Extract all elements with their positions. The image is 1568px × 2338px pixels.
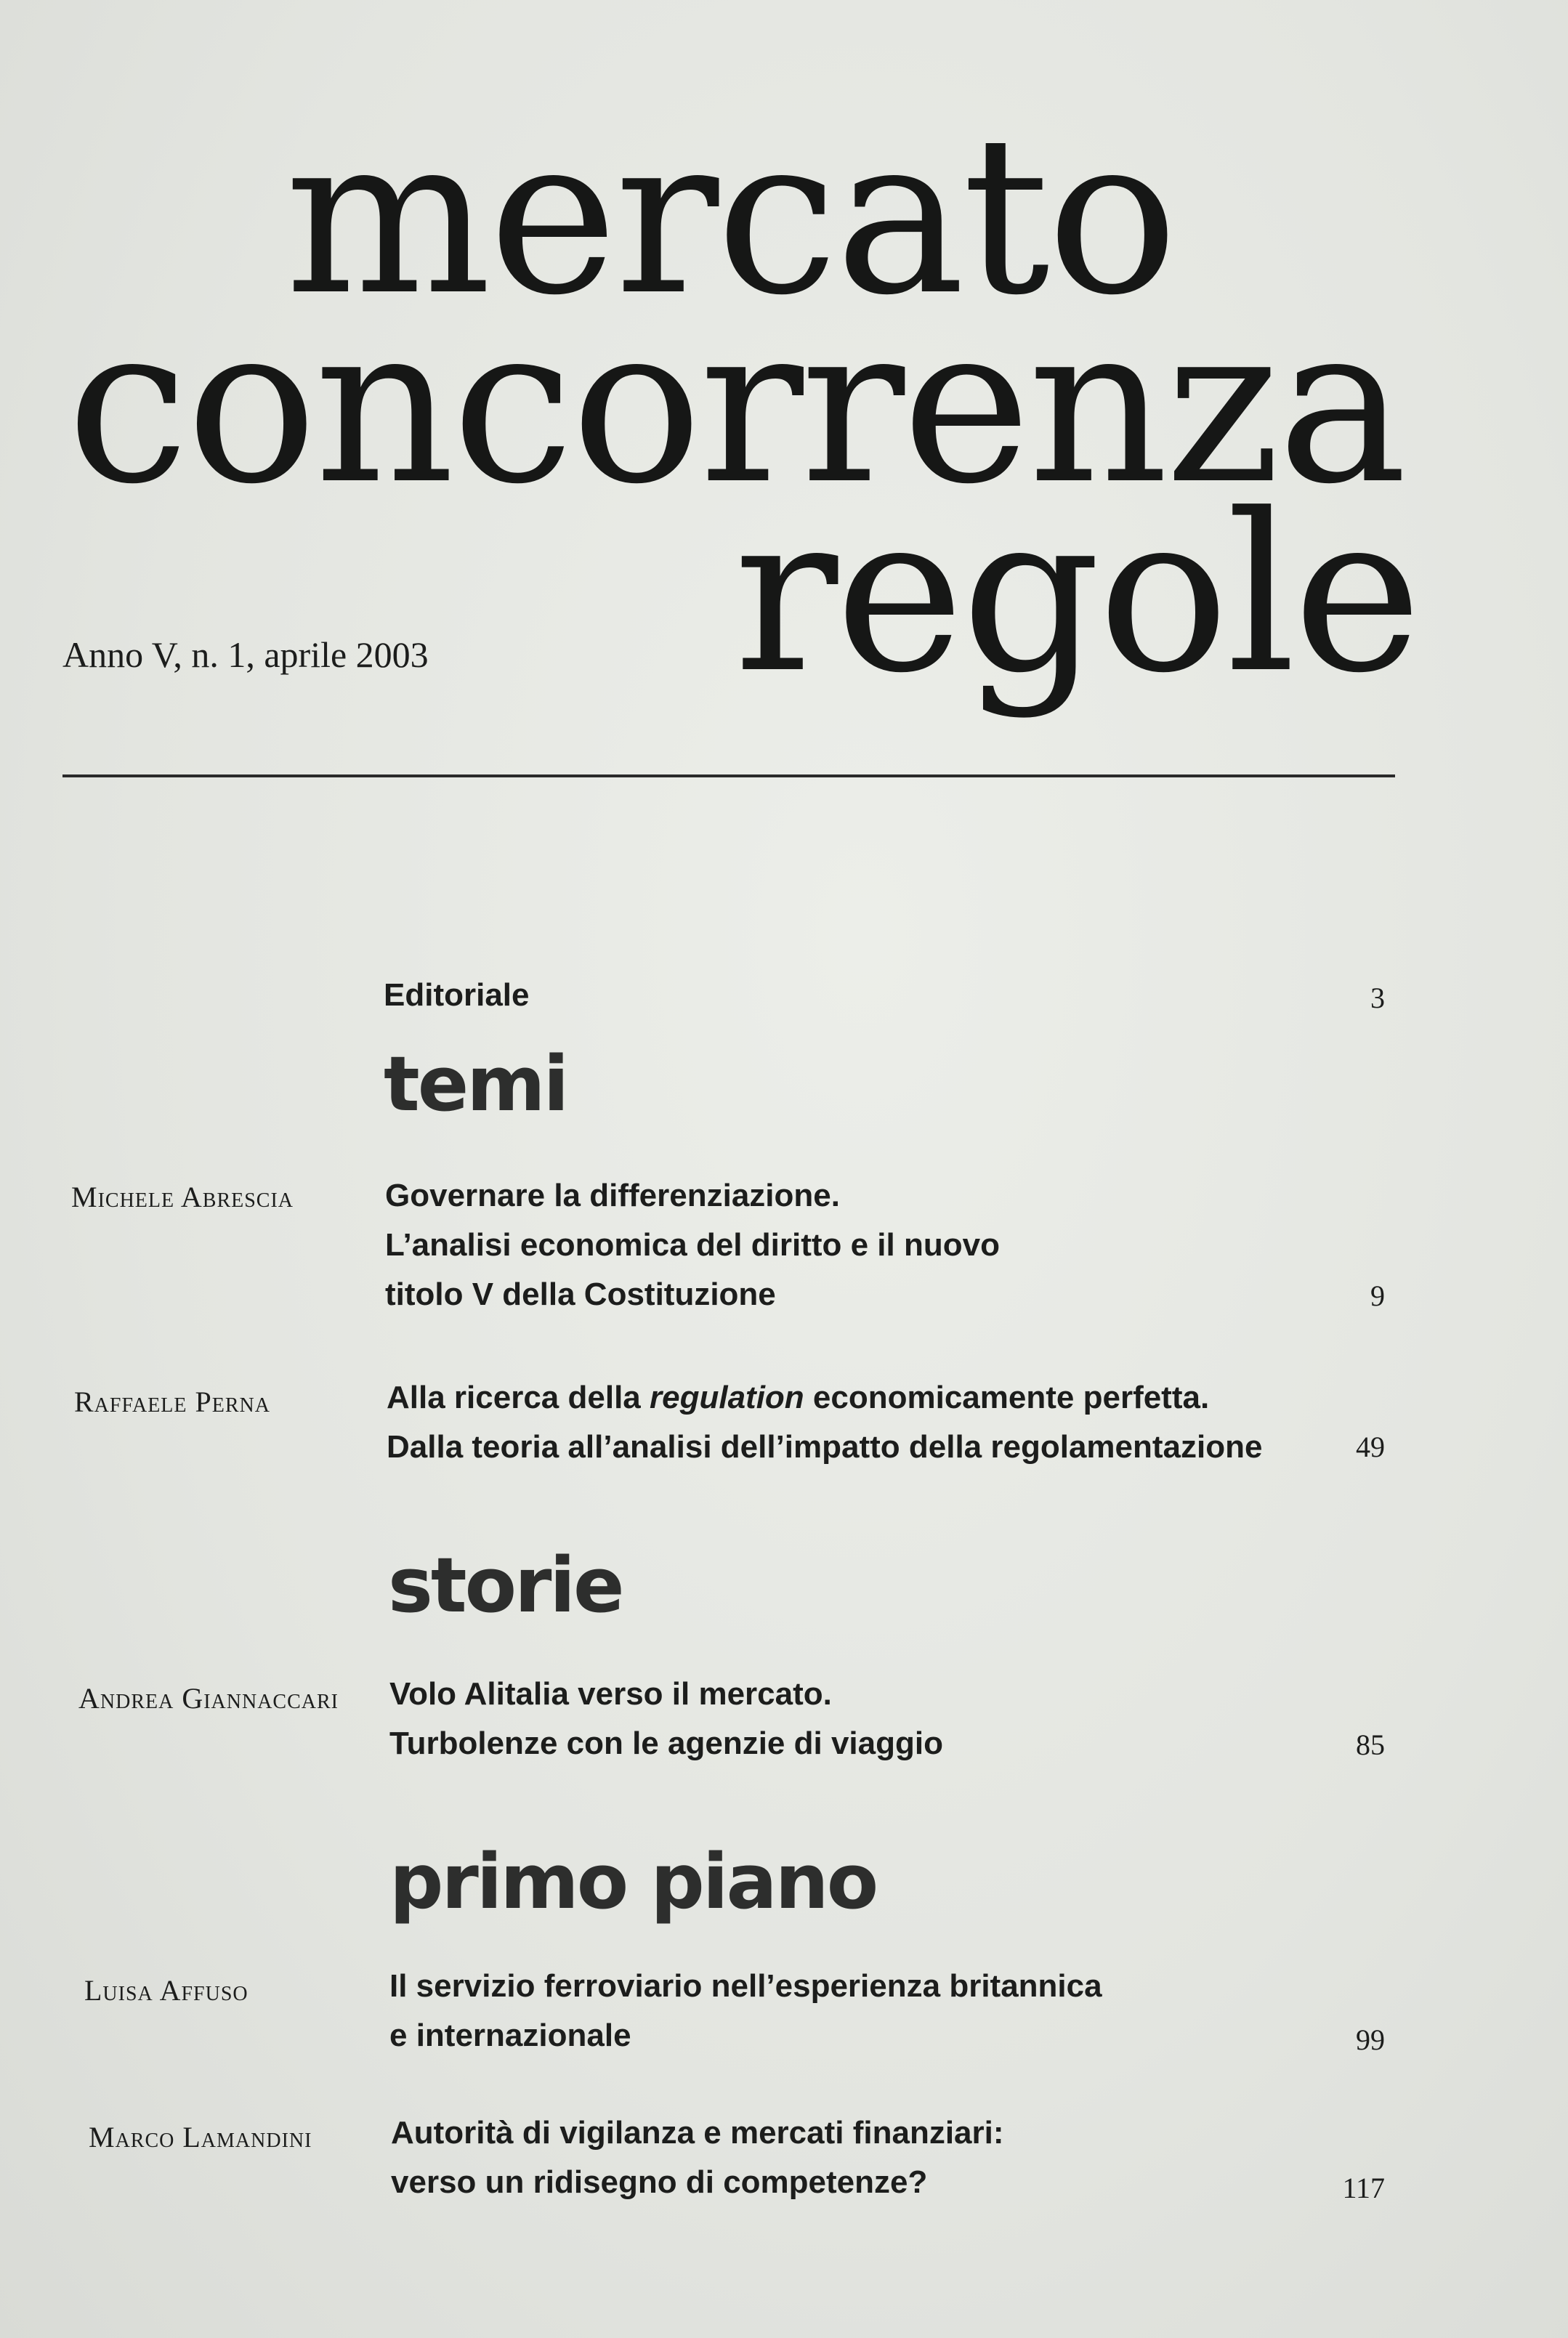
section-heading-primo-piano: primo piano — [389, 1837, 877, 1926]
header-divider — [62, 774, 1395, 777]
article-author: Michele Abrescia — [71, 1181, 294, 1213]
article-page-number: 99 — [1356, 2023, 1385, 2056]
article-author: Marco Lamandini — [89, 2121, 312, 2153]
article-page-number: 9 — [1370, 1279, 1385, 1312]
article-page-number: 85 — [1356, 1728, 1385, 1761]
article-title: Autorità di vigilanza e mercati finanziari: verso un ridisegno di competenze? — [391, 2115, 1004, 2200]
editorial-title: Editoriale — [384, 977, 530, 1013]
issue-line: Anno V, n. 1, aprile 2003 — [62, 634, 429, 675]
article-title: Volo Alitalia verso il mercato. Turbolenze con le agenzie di viaggio — [389, 1676, 943, 1761]
article-page-number: 49 — [1356, 1431, 1385, 1463]
section-heading-temi: temi — [384, 1040, 567, 1128]
article-author: Luisa Affuso — [84, 1974, 248, 2007]
masthead-line-1: mercato — [285, 89, 1176, 343]
article-title: Il servizio ferroviario nell’esperienza britannica e internazionale — [389, 1968, 1102, 2053]
article-author: Raffaele Perna — [74, 1386, 270, 1418]
article-title: Governare la differenziazione. L’analisi economica del diritto e il nuovo titolo V della Costituzione — [385, 1178, 1000, 1312]
article-title: Alla ricerca della regulation economicamente perfetta. Dalla teoria all’analisi dell’impatto della regolamentazione — [387, 1380, 1263, 1465]
masthead-line-2: concorrenza — [67, 278, 1405, 532]
article-author: Andrea Giannaccari — [78, 1682, 339, 1715]
article-page-number: 117 — [1342, 2172, 1385, 2204]
section-heading-storie: storie — [388, 1541, 623, 1630]
editorial-page-number: 3 — [1370, 982, 1385, 1014]
masthead-line-3: regole — [734, 467, 1420, 721]
